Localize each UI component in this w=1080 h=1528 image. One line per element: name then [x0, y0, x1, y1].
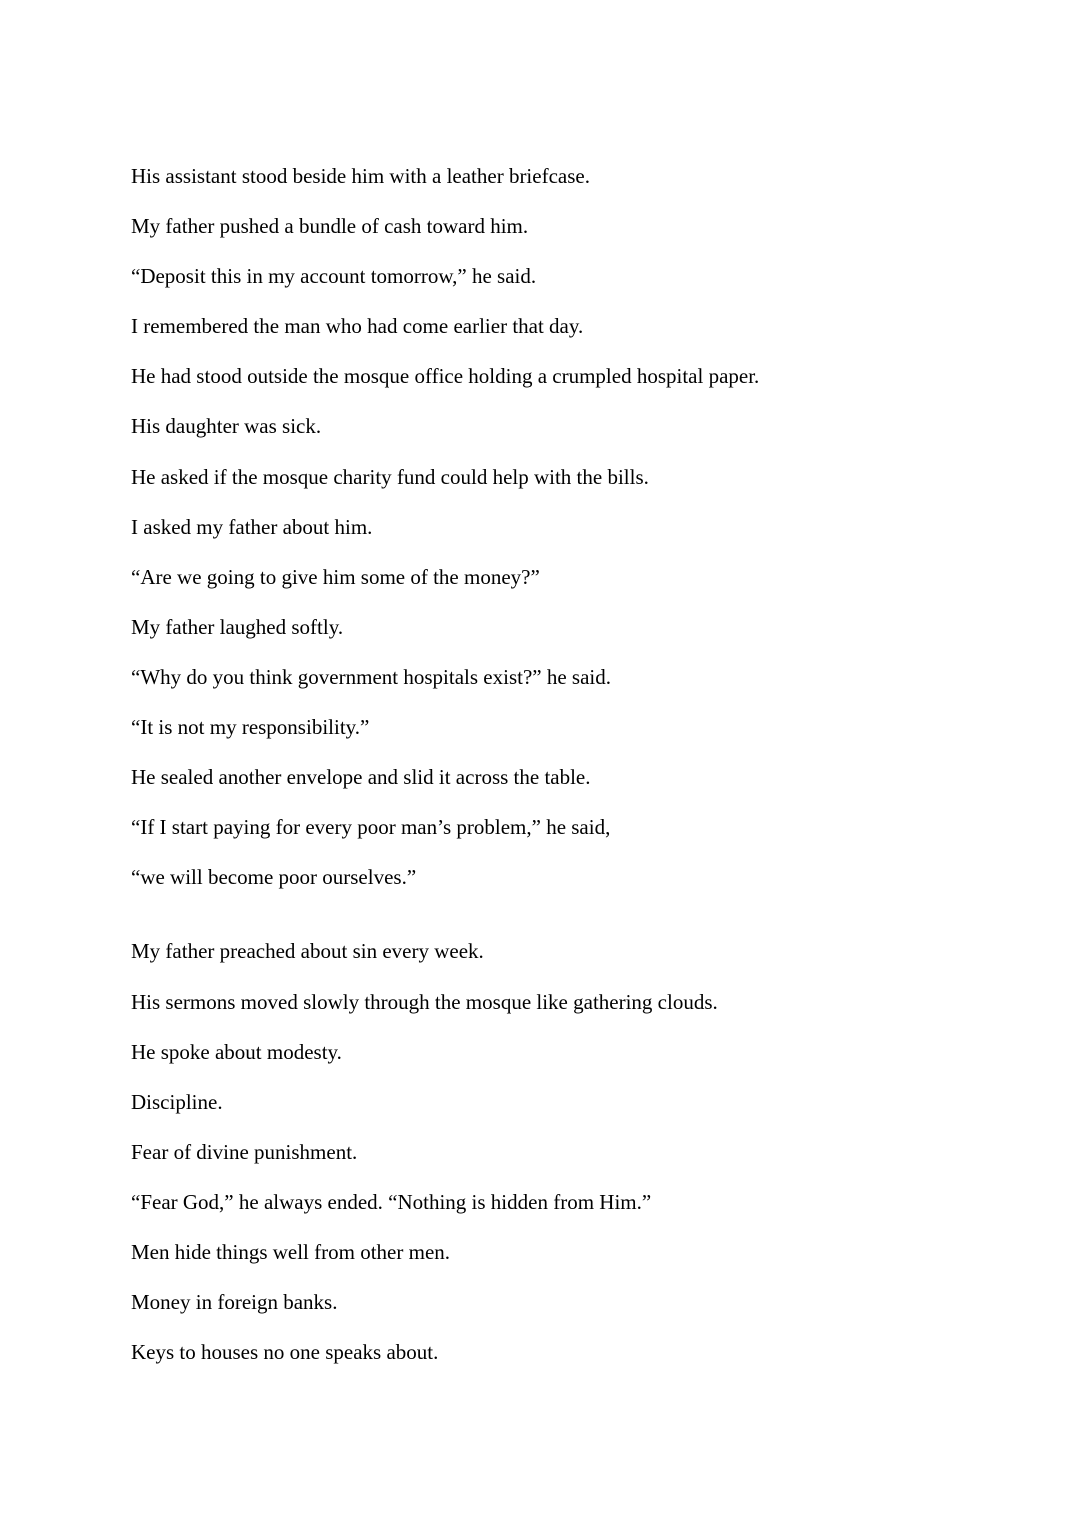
paragraph-line: “Fear God,” he always ended. “Nothing is hidden from Him.” — [131, 1189, 652, 1214]
paragraph-line: He sealed another envelope and slid it across the table. — [131, 765, 591, 790]
paragraph-line: He spoke about modesty. — [131, 1039, 342, 1064]
paragraph-line: Discipline. — [131, 1089, 223, 1114]
paragraph-line: He asked if the mosque charity fund could help with the bills. — [131, 464, 649, 489]
paragraph-line: Men hide things well from other men. — [131, 1239, 451, 1264]
document-body — [131, 151, 1011, 1377]
section-2 — [131, 926, 1011, 1377]
section-break — [131, 902, 1011, 926]
paragraph-line: His assistant stood beside him with a leather briefcase. — [131, 164, 590, 188]
paragraph-line: His daughter was sick. — [131, 414, 322, 439]
paragraph-line: He had stood outside the mosque office holding a crumpled hospital paper. — [131, 364, 760, 389]
paragraph-line: “Why do you think government hospitals exist?” he said. — [131, 664, 611, 689]
paragraph-line: Keys to houses no one speaks about. — [131, 1340, 439, 1365]
paragraph-line: “we will become poor ourselves.” — [131, 865, 417, 890]
paragraph-line: “Deposit this in my account tomorrow,” he said. — [131, 264, 537, 289]
paragraph-line: Fear of divine punishment. — [131, 1139, 358, 1164]
paragraph-line: I asked my father about him. — [131, 514, 373, 539]
paragraph-line: I remembered the man who had come earlier that day. — [131, 314, 584, 339]
paragraph-line: My father pushed a bundle of cash toward him. — [131, 214, 529, 239]
paragraph-line: Money in foreign banks. — [131, 1290, 338, 1315]
paragraph-line: “Are we going to give him some of the money?” — [131, 564, 540, 589]
paragraph-line: “It is not my responsibility.” — [131, 715, 370, 740]
paragraph-line: His sermons moved slowly through the mosque like gathering clouds. — [131, 989, 718, 1014]
paragraph-line: “If I start paying for every poor man’s problem,” he said, — [131, 815, 611, 840]
paragraph-line: My father laughed softly. — [131, 614, 344, 639]
paragraph-line: My father preached about sin every week. — [131, 939, 484, 964]
section-1 — [131, 151, 1011, 902]
